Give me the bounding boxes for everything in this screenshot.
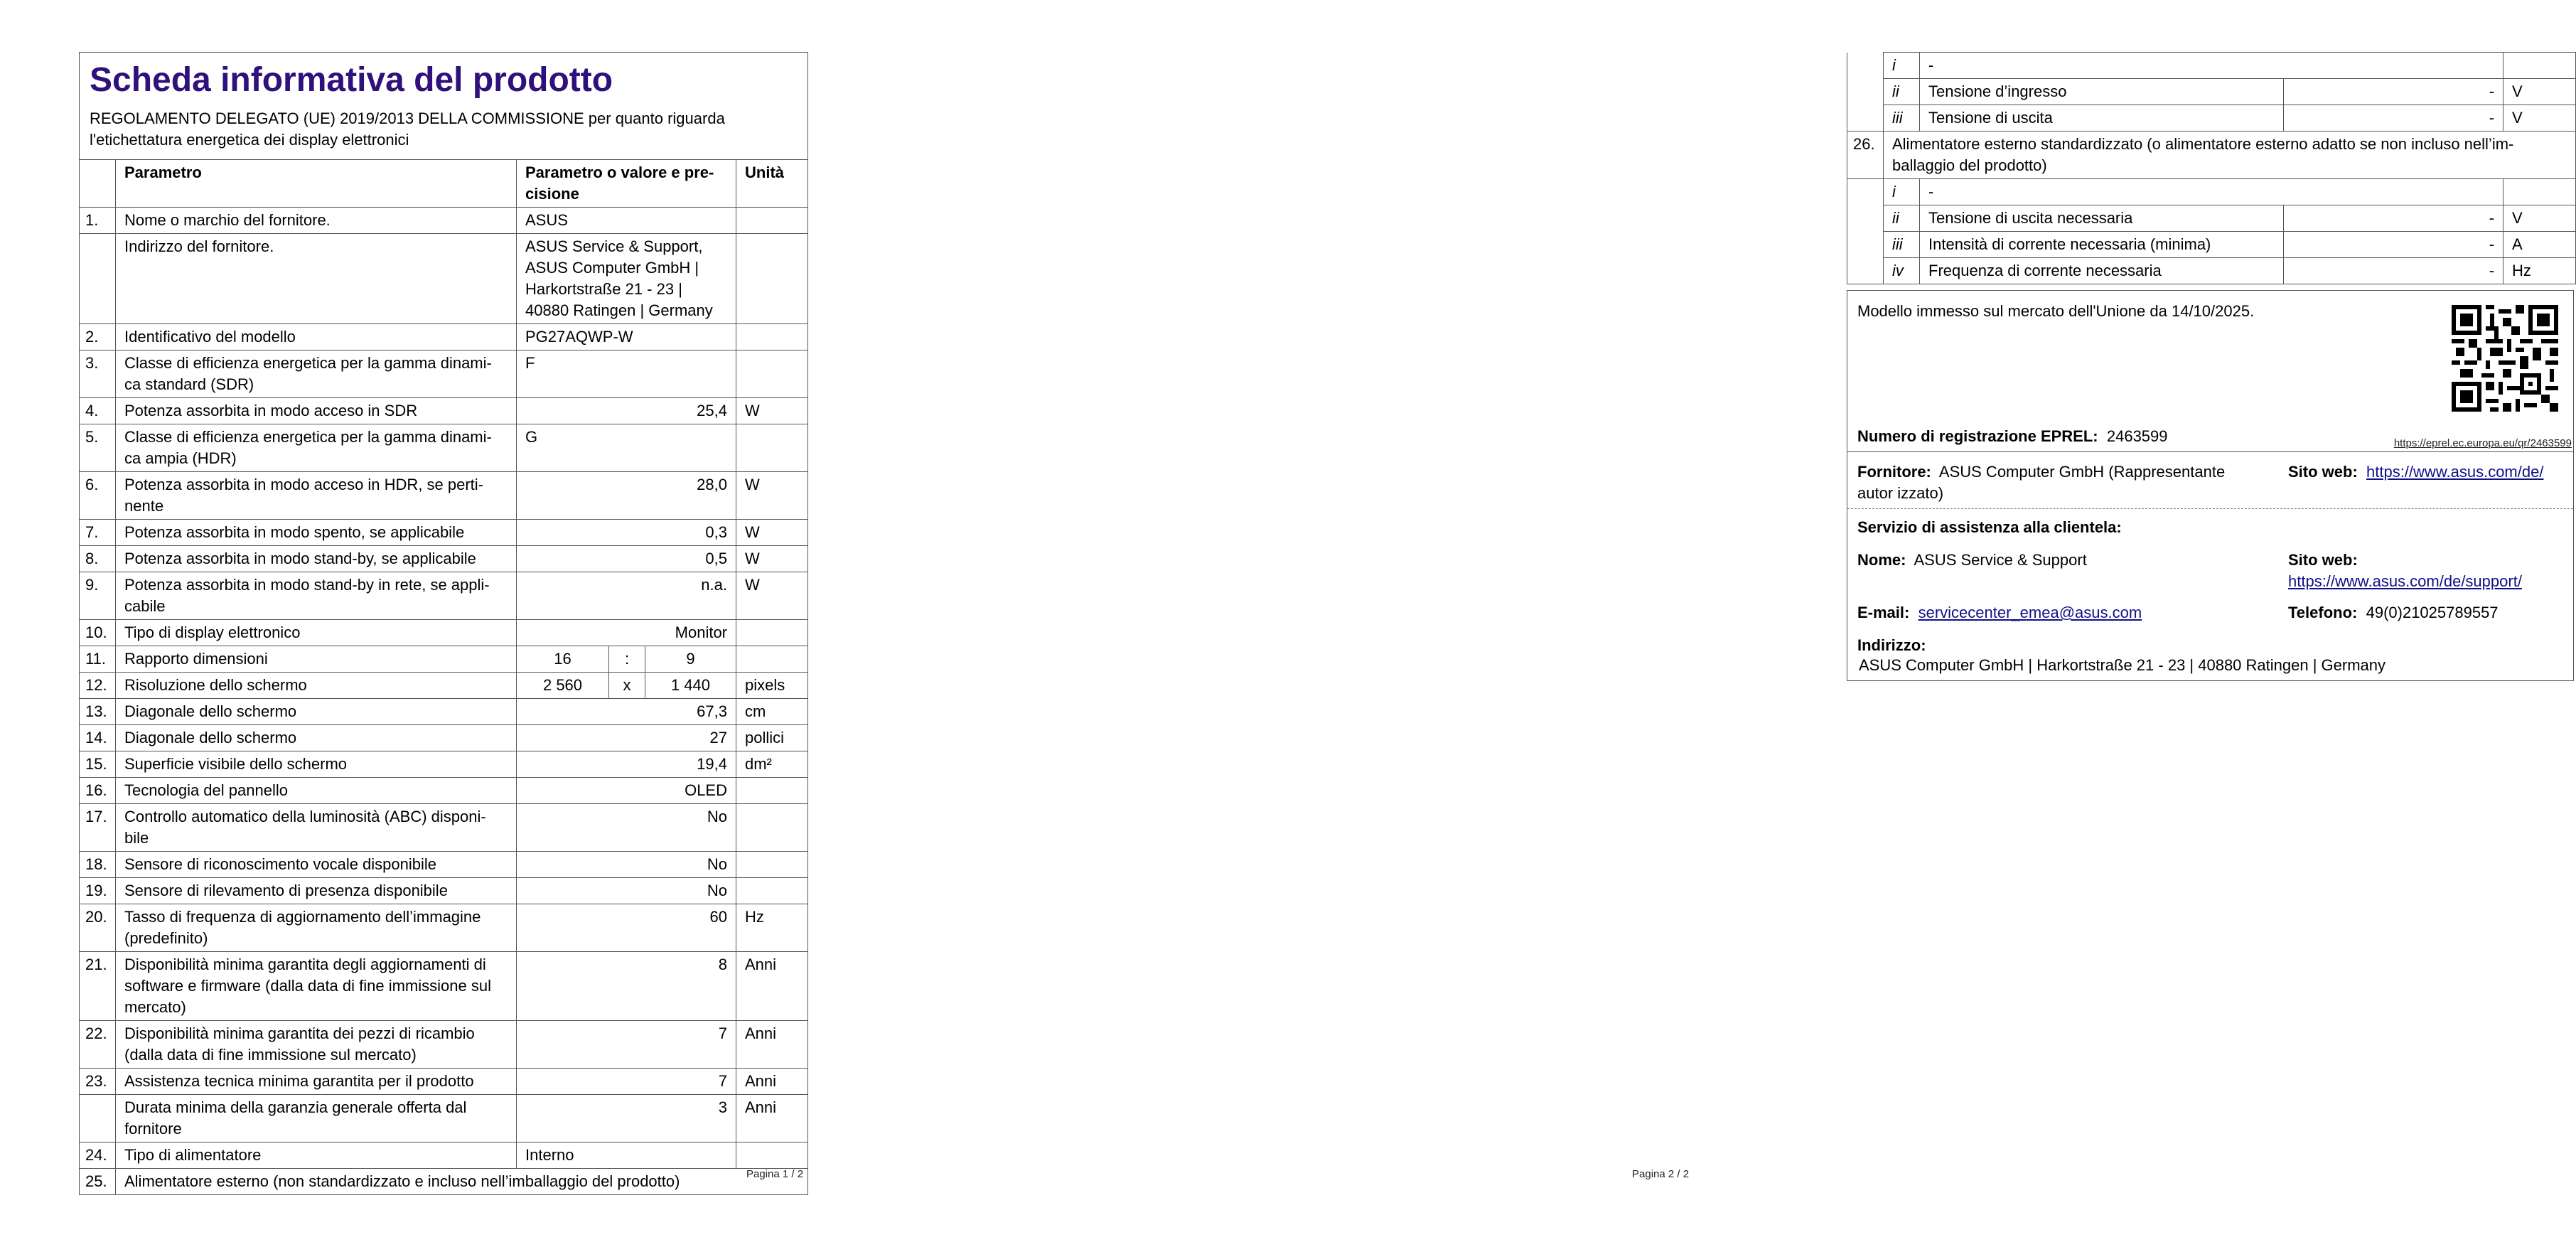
row-index bbox=[80, 1095, 116, 1142]
row-label: Potenza assorbita in modo acceso in HDR, se perti-nente bbox=[116, 472, 517, 520]
table-row bbox=[80, 350, 808, 398]
row-index bbox=[80, 234, 116, 324]
row-index: 2. bbox=[80, 324, 116, 350]
eprel-link[interactable]: https://eprel.ec.europa.eu/qr/2463599 bbox=[2393, 437, 2572, 449]
table-row bbox=[80, 1142, 808, 1169]
row-value: Interno bbox=[517, 1142, 736, 1169]
ratio-b: 9 bbox=[645, 646, 736, 673]
ratio-a: 16 bbox=[517, 646, 609, 673]
table-row bbox=[80, 208, 808, 234]
table-row bbox=[80, 620, 808, 646]
resolution-height: 1 440 bbox=[645, 673, 736, 699]
row-index: 19. bbox=[80, 878, 116, 904]
table-row bbox=[1847, 179, 2576, 205]
table-row bbox=[1847, 105, 2576, 132]
row-index: 16. bbox=[80, 778, 116, 804]
header-valore: Parametro o valore e pre-cisione bbox=[517, 160, 736, 208]
page-1 bbox=[0, 0, 882, 1247]
sub-index: iii bbox=[1884, 105, 1920, 132]
row-label: Tasso di frequenza di aggiornamento dell’immagine (predefinito) bbox=[116, 904, 517, 952]
row-label: Controllo automatico della luminosità (ABC) disponi-bile bbox=[116, 804, 517, 852]
row-unit bbox=[736, 350, 808, 398]
row-label: Alimentatore esterno (non standardizzato e incluso nell’imballaggio del prodotto) bbox=[116, 1169, 808, 1195]
row-unit: Anni bbox=[736, 1095, 808, 1142]
ratio-separator: : bbox=[609, 646, 645, 673]
row-unit: dm² bbox=[736, 751, 808, 778]
row-unit: W bbox=[736, 398, 808, 424]
row-label: Potenza assorbita in modo stand-by in rete, se appli-cabile bbox=[116, 572, 517, 620]
supplier-website-block bbox=[2288, 461, 2566, 483]
support-website-link[interactable]: https://www.asus.com/de/support/ bbox=[2288, 572, 2522, 590]
row-value: 7 bbox=[517, 1069, 736, 1095]
row-unit bbox=[736, 234, 808, 324]
page-2 bbox=[882, 0, 2572, 1247]
dashed-divider bbox=[1847, 508, 2573, 509]
row-unit bbox=[736, 878, 808, 904]
row-index: 13. bbox=[80, 699, 116, 725]
row-unit bbox=[736, 646, 808, 673]
table-row bbox=[80, 699, 808, 725]
row-value: 0,3 bbox=[517, 520, 736, 546]
email-link[interactable]: servicecenter_emea@asus.com bbox=[1918, 604, 2142, 621]
row-unit bbox=[736, 620, 808, 646]
row-label: Diagonale dello schermo bbox=[116, 725, 517, 751]
phone-label: Telefono: bbox=[2288, 604, 2358, 621]
page-number: Pagina 2 / 2 bbox=[1632, 1168, 1690, 1180]
sub-value: - bbox=[2284, 79, 2503, 105]
row-index: 15. bbox=[80, 751, 116, 778]
row-index: 17. bbox=[80, 804, 116, 852]
sub-value: - bbox=[2284, 105, 2503, 132]
row-unit: W bbox=[736, 546, 808, 572]
power-supply-table bbox=[1847, 52, 2576, 284]
row-label: Potenza assorbita in modo spento, se applicabile bbox=[116, 520, 517, 546]
address-label: Indirizzo: bbox=[1857, 636, 1926, 654]
market-date-text: Modello immesso sul mercato dell'Unione da 14/10/2025. bbox=[1857, 302, 2255, 320]
row-label: Classe di efficienza energetica per la gamma dinami-ca ampia (HDR) bbox=[116, 424, 517, 472]
sub-unit: V bbox=[2503, 105, 2576, 132]
sub-index: i bbox=[1884, 179, 1920, 205]
table-row bbox=[80, 520, 808, 546]
row-value: 28,0 bbox=[517, 472, 736, 520]
row-unit bbox=[736, 324, 808, 350]
row-label: Nome o marchio del fornitore. bbox=[116, 208, 517, 234]
row-label: Tipo di alimentatore bbox=[116, 1142, 517, 1169]
table-row bbox=[80, 1021, 808, 1069]
row-label: Durata minima della garanzia generale offerta dal fornitore bbox=[116, 1095, 517, 1142]
row-value: 19,4 bbox=[517, 751, 736, 778]
email-label: E-mail: bbox=[1857, 604, 1910, 621]
sub-label: Tensione di uscita necessaria bbox=[1920, 205, 2284, 232]
row-value: ASUS Service & Support, ASUS Computer GmbH | Harkortstraße 21 - 23 | 40880 Ratingen | Germany bbox=[517, 234, 736, 324]
row-unit bbox=[736, 804, 808, 852]
table-row bbox=[1847, 53, 2576, 79]
row-unit bbox=[736, 852, 808, 878]
table-row bbox=[80, 952, 808, 1021]
row-label: Superficie visibile dello schermo bbox=[116, 751, 517, 778]
row-value: G bbox=[517, 424, 736, 472]
row-unit: Hz bbox=[736, 904, 808, 952]
table-row bbox=[80, 725, 808, 751]
sub-index: i bbox=[1884, 53, 1920, 79]
row-index: 22. bbox=[80, 1021, 116, 1069]
row-unit: W bbox=[736, 472, 808, 520]
table-row bbox=[80, 546, 808, 572]
row-index: 3. bbox=[80, 350, 116, 398]
row-index: 7. bbox=[80, 520, 116, 546]
row-value: No bbox=[517, 878, 736, 904]
sub-label: Intensità di corrente necessaria (minima) bbox=[1920, 232, 2284, 258]
row-index: 9. bbox=[80, 572, 116, 620]
sub-unit: A bbox=[2503, 232, 2576, 258]
table-header-block bbox=[80, 53, 808, 160]
email-block bbox=[1857, 602, 2263, 624]
product-info-table bbox=[79, 52, 808, 1195]
row-label: Assistenza tecnica minima garantita per il prodotto bbox=[116, 1069, 517, 1095]
row-index: 10. bbox=[80, 620, 116, 646]
row-unit: cm bbox=[736, 699, 808, 725]
row-value: F bbox=[517, 350, 736, 398]
row-label: Disponibilità minima garantita degli aggiornamenti di software e firmware (dalla data di fine immissione sul mercato) bbox=[116, 952, 517, 1021]
row-unit: pollici bbox=[736, 725, 808, 751]
row-unit: Anni bbox=[736, 1021, 808, 1069]
table-row bbox=[80, 751, 808, 778]
table-row bbox=[80, 324, 808, 350]
row-index: 6. bbox=[80, 472, 116, 520]
table-row bbox=[80, 904, 808, 952]
sub-unit: V bbox=[2503, 205, 2576, 232]
eprel-number: 2463599 bbox=[2106, 427, 2168, 445]
row-label: Disponibilità minima garantita dei pezzi di ricambio (dalla data di fine immissione sul mercato) bbox=[116, 1021, 517, 1069]
address-value: ASUS Computer GmbH | Harkortstraße 21 - 23 | 40880 Ratingen | Germany bbox=[1859, 656, 2386, 674]
row-label: Tipo di display elettronico bbox=[116, 620, 517, 646]
column-headers bbox=[80, 160, 808, 208]
name-value: ASUS Service & Support bbox=[1914, 551, 2087, 569]
table-row bbox=[80, 1069, 808, 1095]
table-row bbox=[1847, 258, 2576, 284]
row-unit bbox=[736, 208, 808, 234]
sub-index: ii bbox=[1884, 205, 1920, 232]
row-label: Sensore di rilevamento di presenza disponibile bbox=[116, 878, 517, 904]
row-unit: W bbox=[736, 572, 808, 620]
table-row bbox=[1847, 79, 2576, 105]
table-row bbox=[80, 1095, 808, 1142]
row-unit bbox=[736, 778, 808, 804]
eprel-info-box bbox=[1847, 290, 2574, 681]
table-row bbox=[80, 398, 808, 424]
sub-label: - bbox=[1920, 179, 2503, 205]
row-value: No bbox=[517, 852, 736, 878]
supplier-block bbox=[1857, 461, 2263, 504]
customer-service-heading: Servizio di assistenza alla clientela: bbox=[1857, 518, 2122, 536]
sub-index: iii bbox=[1884, 232, 1920, 258]
name-label: Nome: bbox=[1857, 551, 1906, 569]
row-index: 5. bbox=[80, 424, 116, 472]
resolution-width: 2 560 bbox=[517, 673, 609, 699]
row-label: Tecnologia del pannello bbox=[116, 778, 517, 804]
row-index: 18. bbox=[80, 852, 116, 878]
row-value: Monitor bbox=[517, 620, 736, 646]
row-index: 20. bbox=[80, 904, 116, 952]
table-row bbox=[80, 572, 808, 620]
row-value: 27 bbox=[517, 725, 736, 751]
table-row bbox=[80, 424, 808, 472]
row-index: 1. bbox=[80, 208, 116, 234]
row-value: No bbox=[517, 804, 736, 852]
table-row bbox=[1847, 232, 2576, 258]
support-website-block bbox=[2288, 550, 2566, 592]
website-link[interactable]: https://www.asus.com/de/ bbox=[2366, 463, 2544, 481]
table-row bbox=[80, 878, 808, 904]
table-row bbox=[80, 472, 808, 520]
row-index: 12. bbox=[80, 673, 116, 699]
row-index: 25. bbox=[80, 1169, 116, 1195]
sub-index: ii bbox=[1884, 79, 1920, 105]
row-label: Risoluzione dello schermo bbox=[116, 673, 517, 699]
row-value: ASUS bbox=[517, 208, 736, 234]
sub-value: - bbox=[2284, 258, 2503, 284]
eprel-label: Numero di registrazione EPREL: bbox=[1857, 427, 2098, 445]
document-subtitle: REGOLAMENTO DELEGATO (UE) 2019/2013 DELLA COMMISSIONE per quanto riguarda l'etichettatura energetica dei display elettronici bbox=[90, 109, 725, 149]
table-row bbox=[1847, 205, 2576, 232]
table-row bbox=[80, 1169, 808, 1195]
row-value: 25,4 bbox=[517, 398, 736, 424]
document-title: Scheda informativa del prodotto bbox=[90, 61, 613, 99]
row-index: 21. bbox=[80, 952, 116, 1021]
row-label: Identificativo del modello bbox=[116, 324, 517, 350]
sub-unit: Hz bbox=[2503, 258, 2576, 284]
row-label: Indirizzo del fornitore. bbox=[116, 234, 517, 324]
row-value: 67,3 bbox=[517, 699, 736, 725]
row-value: 7 bbox=[517, 1021, 736, 1069]
row-value: OLED bbox=[517, 778, 736, 804]
table-row bbox=[80, 646, 808, 673]
table-row bbox=[80, 804, 808, 852]
row-label: Diagonale dello schermo bbox=[116, 699, 517, 725]
qr-code-icon[interactable] bbox=[2452, 305, 2558, 412]
resolution-separator: x bbox=[609, 673, 645, 699]
row-index: 26. bbox=[1847, 132, 1884, 179]
sub-unit bbox=[2503, 179, 2576, 205]
row-unit: W bbox=[736, 520, 808, 546]
row-index: 4. bbox=[80, 398, 116, 424]
sub-label: - bbox=[1920, 53, 2503, 79]
divider bbox=[1847, 451, 2573, 452]
row-index: 14. bbox=[80, 725, 116, 751]
sub-index: iv bbox=[1884, 258, 1920, 284]
row-label: Classe di efficienza energetica per la gamma dinami-ca standard (SDR) bbox=[116, 350, 517, 398]
phone-value: 49(0)21025789557 bbox=[2366, 604, 2499, 621]
page-number: Pagina 1 / 2 bbox=[746, 1168, 804, 1180]
sub-label: Tensione di uscita bbox=[1920, 105, 2284, 132]
row-unit bbox=[736, 424, 808, 472]
phone-block bbox=[2288, 602, 2566, 624]
row-label: Rapporto dimensioni bbox=[116, 646, 517, 673]
row-unit: pixels bbox=[736, 673, 808, 699]
table-row bbox=[80, 778, 808, 804]
sub-value: - bbox=[2284, 232, 2503, 258]
table-row bbox=[80, 234, 808, 324]
row-index: 8. bbox=[80, 546, 116, 572]
row-value: 3 bbox=[517, 1095, 736, 1142]
service-name-block bbox=[1857, 550, 2263, 571]
supplier-label: Fornitore: bbox=[1857, 463, 1931, 481]
table-row bbox=[80, 852, 808, 878]
row-label: Alimentatore esterno standardizzato (o alimentatore esterno adatto se non incluso nell’im-ballaggio del prodotto) bbox=[1884, 132, 2576, 179]
row-label: Potenza assorbita in modo stand-by, se applicabile bbox=[116, 546, 517, 572]
row-index: 11. bbox=[80, 646, 116, 673]
sub-unit bbox=[2503, 53, 2576, 79]
header-parametro: Parametro bbox=[116, 160, 517, 208]
row-index: 24. bbox=[80, 1142, 116, 1169]
table-row bbox=[1847, 132, 2576, 179]
row-unit: Anni bbox=[736, 1069, 808, 1095]
row-value: 60 bbox=[517, 904, 736, 952]
row-value: 0,5 bbox=[517, 546, 736, 572]
row-value: 8 bbox=[517, 952, 736, 1021]
sub-label: Tensione d’ingresso bbox=[1920, 79, 2284, 105]
sub-unit: V bbox=[2503, 79, 2576, 105]
sub-label: Frequenza di corrente necessaria bbox=[1920, 258, 2284, 284]
sub-value: - bbox=[2284, 205, 2503, 232]
supplier-value: ASUS Computer GmbH (Rappresentante autor izzato) bbox=[1857, 463, 2226, 502]
website-label: Sito web: bbox=[2288, 463, 2358, 481]
row-label: Potenza assorbita in modo acceso in SDR bbox=[116, 398, 517, 424]
header-unita: Unità bbox=[736, 160, 808, 208]
row-label: Sensore di riconoscimento vocale disponibile bbox=[116, 852, 517, 878]
row-index: 23. bbox=[80, 1069, 116, 1095]
support-web-label: Sito web: bbox=[2288, 551, 2358, 569]
row-value: n.a. bbox=[517, 572, 736, 620]
row-unit: Anni bbox=[736, 952, 808, 1021]
table-row bbox=[80, 673, 808, 699]
row-unit bbox=[736, 1142, 808, 1169]
row-value: PG27AQWP-W bbox=[517, 324, 736, 350]
